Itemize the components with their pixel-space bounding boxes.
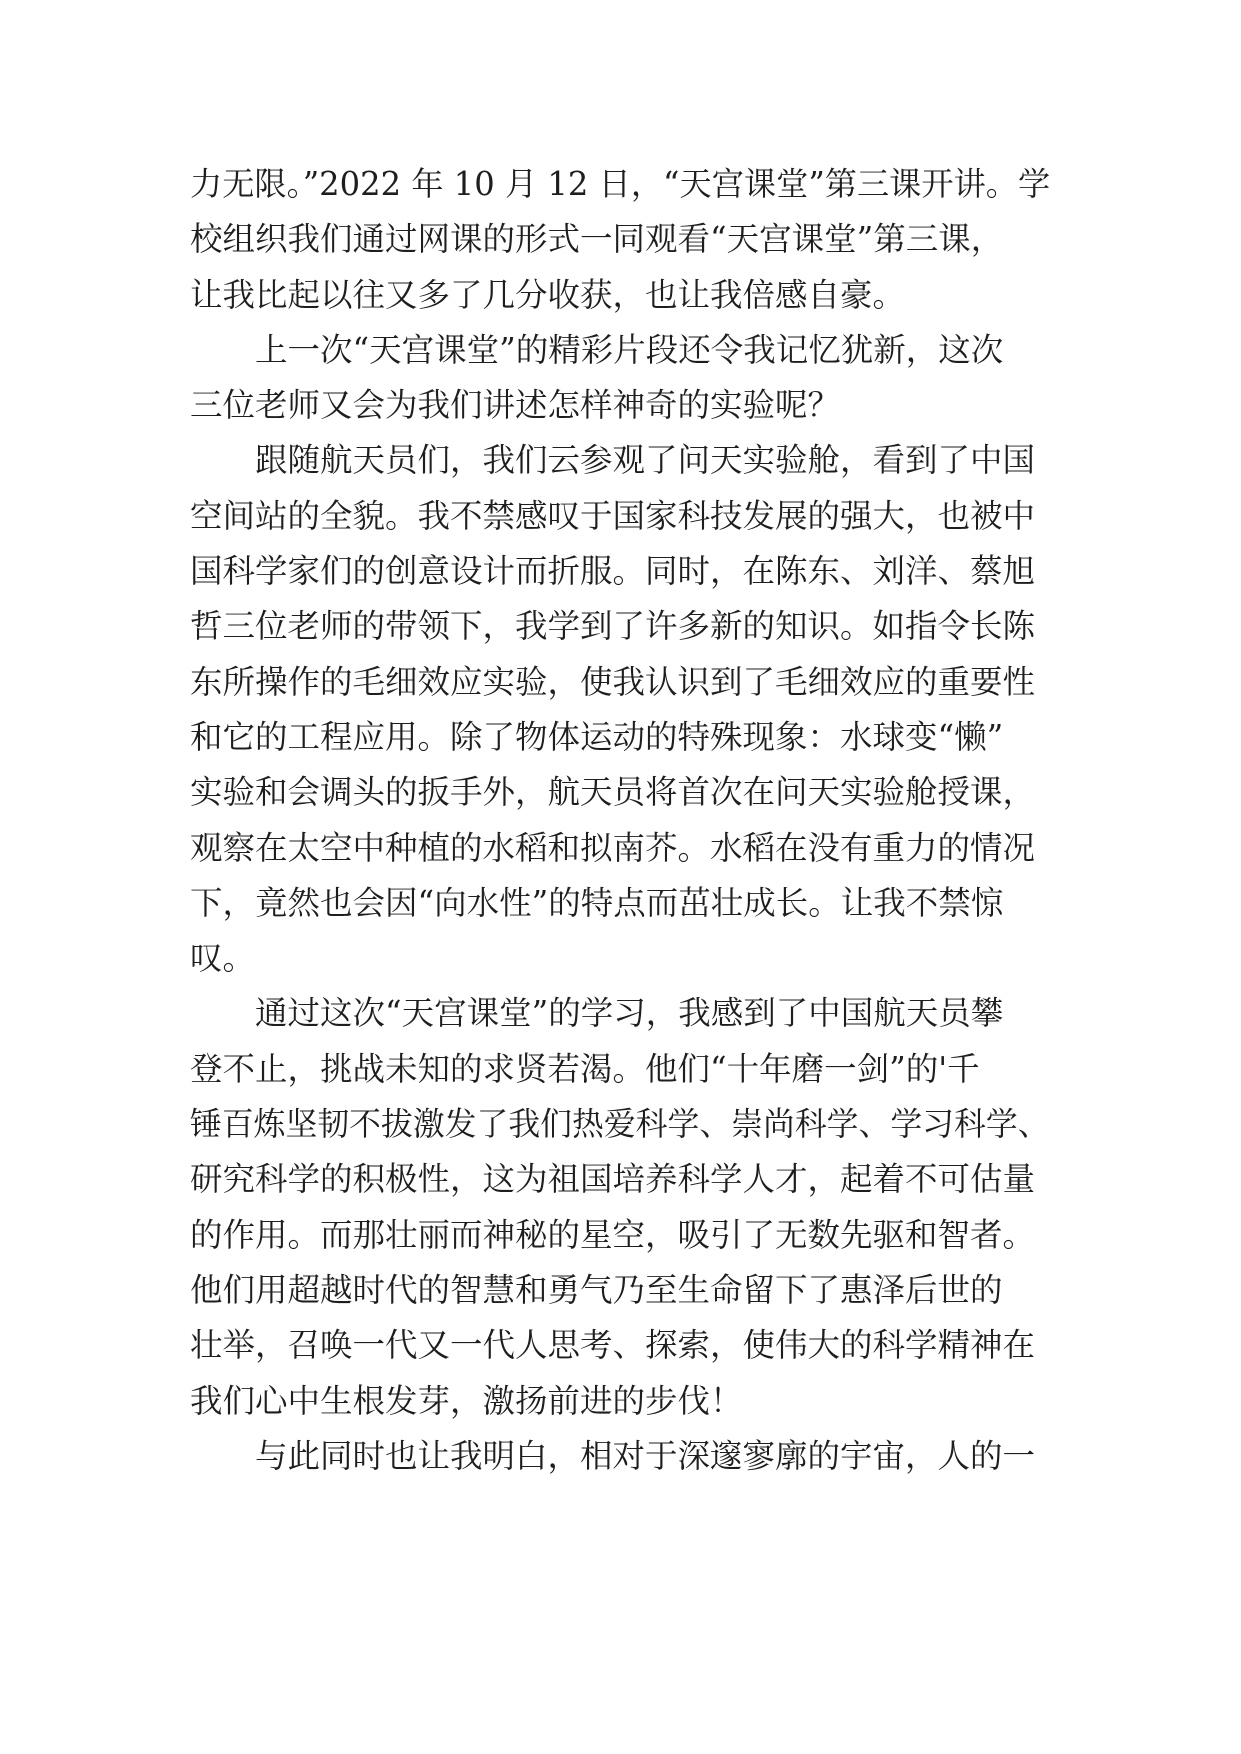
body-text <box>190 157 1050 1484</box>
text-line: 锤百炼坚韧不拔激发了我们热爱科学、崇尚科学、学习科学、 <box>190 1105 1050 1144</box>
text-line: 登不止，挑战未知的求贤若渴。他们“十年磨一剑”的'千 <box>190 1049 980 1088</box>
text-line: 与此同时也让我明白，相对于深邃寥廓的宇宙，人的一 <box>255 1436 1036 1475</box>
text-line: 他们用超越时代的智慧和勇气乃至生命留下了惠泽后世的 <box>190 1270 1003 1309</box>
text-line: 壮举，召唤一代又一代人思考、探索，使伟大的科学精神在 <box>190 1326 1036 1365</box>
text-line: 通过这次“天宫课堂”的学习，我感到了中国航天员攀 <box>255 994 1004 1033</box>
text-line: 上一次“天宫课堂”的精彩片段还令我记忆犹新，这次 <box>255 330 1004 369</box>
text-line: 的作用。而那壮丽而神秘的星空，吸引了无数先驱和智者。 <box>190 1215 1036 1254</box>
text-line: 校组织我们通过网课的形式一同观看“天宫课堂”第三课， <box>190 220 1004 259</box>
text-line: 和它的工程应用。除了物体运动的特殊现象：水球变“懒” <box>190 717 1004 756</box>
text-line: 哲三位老师的带领下，我学到了许多新的知识。如指令长陈 <box>190 607 1036 646</box>
text-line: 东所操作的毛细效应实验，使我认识到了毛细效应的重要性 <box>190 662 1036 701</box>
text-line: 下，竟然也会因“向水性”的特点而茁壮成长。让我不禁惊 <box>190 883 1004 922</box>
text-line: 让我比起以往又多了几分收获，也让我倍感自豪。 <box>190 275 906 314</box>
text-line: 三位老师又会为我们讲述怎样神奇的实验呢？ <box>190 386 841 425</box>
text-line: 研究科学的积极性，这为祖国培养科学人才，起着不可估量 <box>190 1160 1036 1199</box>
text-line: 叹。 <box>190 939 256 978</box>
text-line: 力无限。”2022 年 10 月 12 日，“天宫课堂”第三课开讲。学 <box>190 165 1051 203</box>
text-line: 国科学家们的创意设计而折服。同时，在陈东、刘洋、蔡旭 <box>190 552 1036 591</box>
text-line: 跟随航天员们，我们云参观了问天实验舱，看到了中国 <box>255 441 1036 480</box>
text-line: 观察在太空中种植的水稻和拟南芥。水稻在没有重力的情况 <box>190 828 1036 867</box>
text-line: 我们心中生根发芽，激扬前进的步伐！ <box>190 1381 743 1420</box>
text-line: 实验和会调头的扳手外，航天员将首次在问天实验舱授课， <box>190 773 1036 812</box>
text-line: 空间站的全貌。我不禁感叹于国家科技发展的强大，也被中 <box>190 496 1036 535</box>
